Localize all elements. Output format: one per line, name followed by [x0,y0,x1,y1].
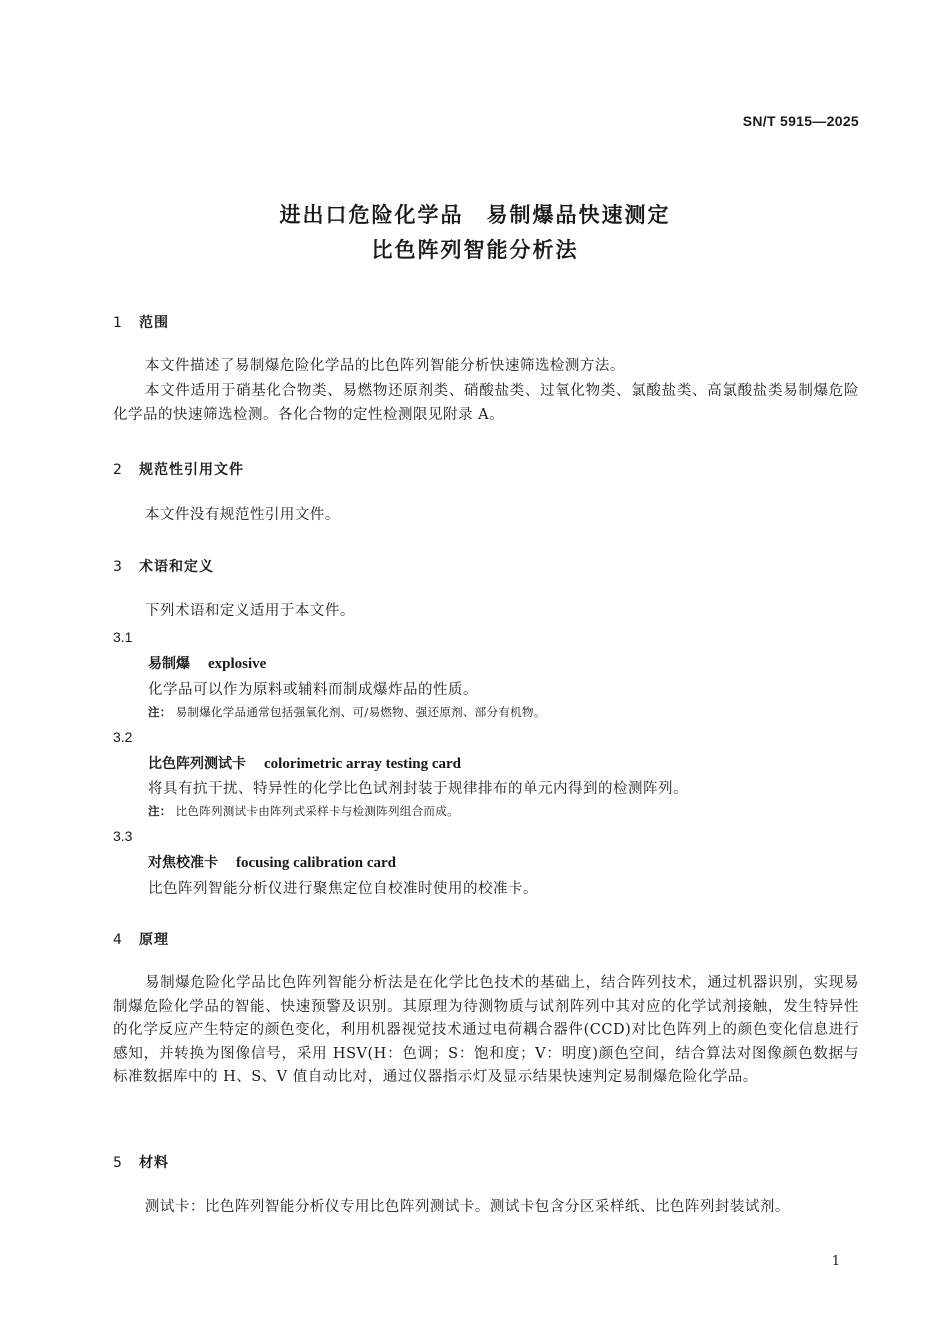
term-definition: 比色阵列智能分析仪进行聚焦定位自校准时使用的校准卡。 [148,881,538,897]
document-title-line-2: 比色阵列智能分析法 [371,238,579,262]
section-heading-materials [113,1152,169,1172]
section-title: 材料 [139,1155,169,1171]
note-text: 比色阵列测试卡由阵列式采样卡与检测阵列组合而成。 [175,804,459,818]
section-number: 3 [113,559,123,575]
section-heading-principle [113,929,169,949]
term-number: 3.1 [113,629,133,645]
section-heading-terms [113,556,214,576]
term-definition: 化学品可以作为原料或辅料而制成爆炸品的性质。 [148,682,478,698]
term-number: 3.2 [113,729,133,745]
term-cn: 易制爆 [148,656,190,672]
scope-paragraph-1: 本文件描述了易制爆危险化学品的比色阵列智能分析快速筛选检测方法。 [144,358,625,374]
term-note [148,704,546,720]
term-en: explosive [208,656,267,672]
scope-paragraph-2: 本文件适用于硝基化合物类、易燃物还原剂类、硝酸盐类、过氧化物类、氯酸盐类、高氯酸盐类易制爆危险化学品的快速筛选检测。各化合物的定性检测限见附录 A。 [113,383,859,423]
section-title: 原理 [139,932,169,948]
section-heading-normative [113,459,244,479]
section-title: 范围 [139,315,169,331]
term-en: colorimetric array testing card [264,756,461,772]
principle-paragraph: 易制爆危险化学品比色阵列智能分析法是在化学比色技术的基础上，结合阵列技术，通过机器识别，实现易制爆危险化学品的智能、快速预警及识别。其原理为待测物质与试剂阵列中其对应的化学试剂接触，发生特异性的化学反应产生特定的颜色变化，利用机器视觉技术通过电荷耦合器件(CCD)对比色阵列上的颜色变化信息进行感知，并转换为图像信号，采用 HSV(H：色调；S：饱和度；V：明度)颜色空间，结合算法对图像颜色数据与标准数据库中的 H、S、V 值自动比对，通过仪器指示灯及显示结果快速判定易制爆危险化学品。 [113,975,859,1085]
standard-number: SN/T 5915—2025 [742,113,859,129]
section-number: 4 [113,932,123,948]
term-number: 3.3 [113,828,133,844]
page-number: 1 [831,1254,840,1269]
term-title [148,852,396,872]
term-note [148,803,459,819]
term-title [148,653,266,673]
section-number: 2 [113,462,123,478]
term-en: focusing calibration card [236,855,396,871]
terms-intro: 下列术语和定义适用于本文件。 [144,603,355,619]
document-title-line-1: 进出口危险化学品 易制爆品快速测定 [279,203,671,227]
section-number: 1 [113,315,123,331]
section-number: 5 [113,1155,123,1171]
term-cn: 对焦校准卡 [148,855,218,871]
normative-paragraph: 本文件没有规范性引用文件。 [144,507,340,523]
note-label: 注： [148,804,172,818]
term-definition: 将具有抗干扰、特异性的化学比色试剂封装于规律排布的单元内得到的检测阵列。 [148,781,688,797]
section-title: 规范性引用文件 [139,462,244,478]
term-cn: 比色阵列测试卡 [148,756,246,772]
note-text: 易制爆化学品通常包括强氧化剂、可/易燃物、强还原剂、部分有机物。 [175,705,546,719]
note-label: 注： [148,705,172,719]
section-title: 术语和定义 [139,559,214,575]
section-heading-scope [113,312,169,332]
term-title [148,753,461,773]
materials-paragraph: 测试卡：比色阵列智能分析仪专用比色阵列测试卡。测试卡包含分区采样纸、比色阵列封装试剂。 [144,1199,790,1215]
